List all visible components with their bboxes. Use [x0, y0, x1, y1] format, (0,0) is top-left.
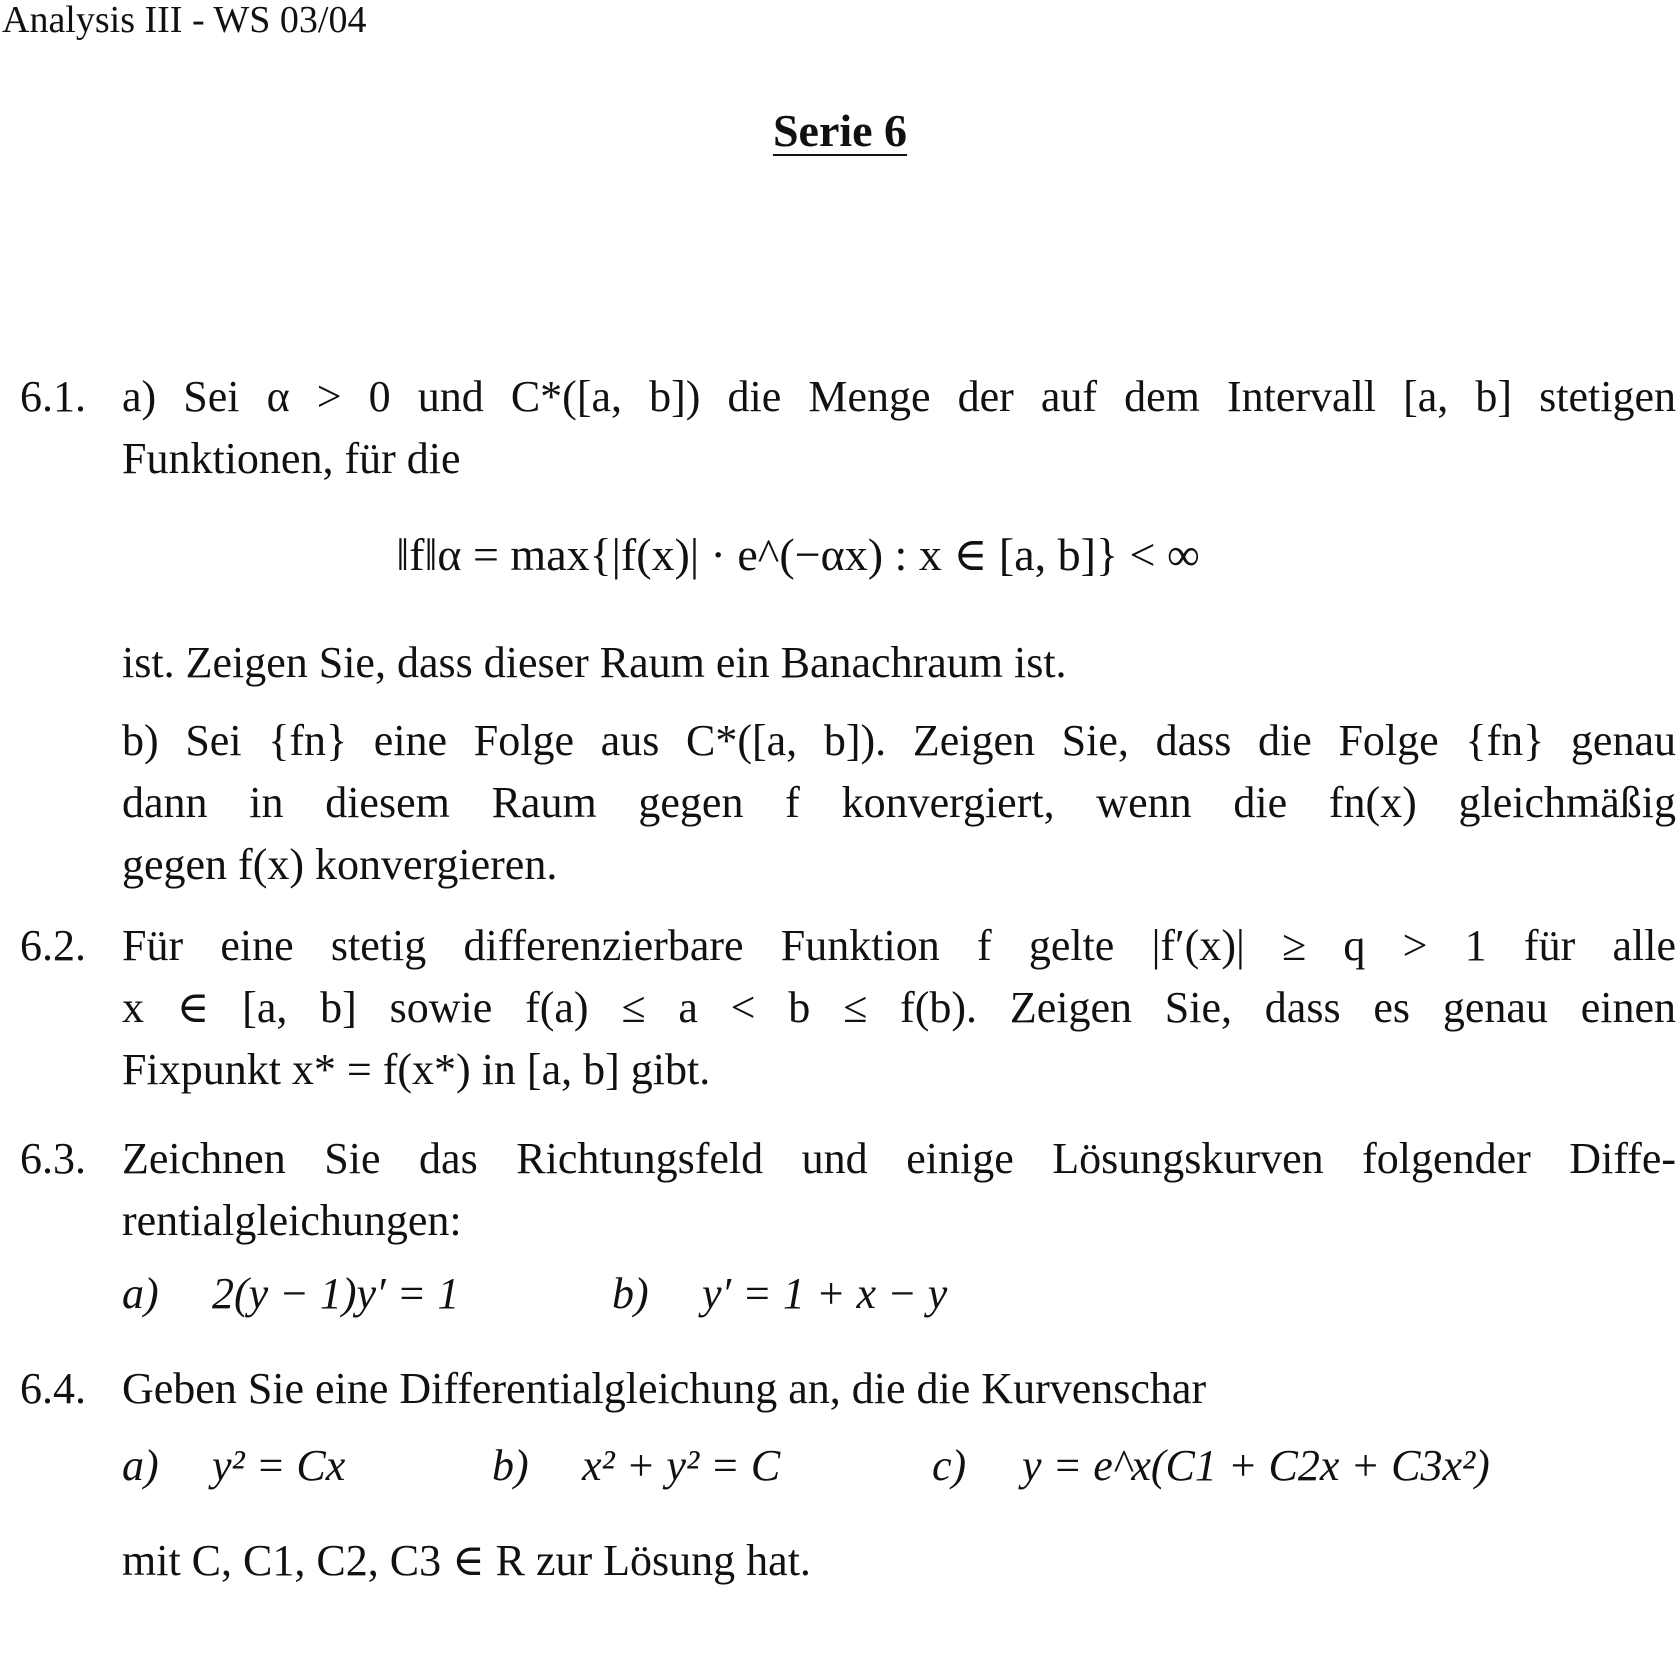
text-line: Fixpunkt x* = f(x*) in [a, b] gibt.	[122, 1045, 711, 1094]
text-line: dann in diesem Raum gegen f konvergiert, wenn die fn(x) gleichmäßig	[122, 778, 1676, 827]
text-line: Zeichnen Sie das Richtungsfeld und einige Lösungskurven folgender Diffe-	[122, 1134, 1676, 1183]
text-line: mit C, C1, C2, C3 ∈ R zur Lösung hat.	[122, 1536, 811, 1585]
equation-label: a)	[122, 1441, 159, 1490]
equation-label: a)	[122, 1269, 159, 1318]
equation-a: y² = Cx	[212, 1441, 346, 1490]
equation-row	[122, 1440, 1490, 1491]
course-header: Analysis III - WS 03/04	[2, 0, 367, 41]
text-line: a) Sei α > 0 und C*([a, b]) die Menge der auf dem Intervall [a, b] stetigen	[122, 372, 1676, 421]
text-line: rentialgleichungen:	[122, 1196, 462, 1245]
equation-b: x² + y² = C	[582, 1441, 781, 1490]
equation-label: b)	[612, 1269, 649, 1318]
page-title: Serie 6	[772, 105, 908, 156]
equation-c: y = e^x(C1 + C2x + C3x²)	[1022, 1441, 1490, 1490]
text-line: b) Sei {fn} eine Folge aus C*([a, b]). Zeigen Sie, dass die Folge {fn} genau	[122, 716, 1676, 765]
equation-label: c)	[932, 1441, 967, 1490]
text-line: Geben Sie eine Differentialgleichung an, die die Kurvenschar	[122, 1364, 1207, 1413]
norm-formula: ‖f‖α = max{|f(x)| · e^(−αx) : x ∈ [a, b]} < ∞	[396, 529, 1200, 580]
equation-b: y′ = 1 + x − y	[702, 1269, 948, 1318]
text-line: gegen f(x) konvergieren.	[122, 840, 558, 889]
text-line: x ∈ [a, b] sowie f(a) ≤ a < b ≤ f(b). Zeigen Sie, dass es genau einen	[122, 983, 1676, 1032]
text-line: ist. Zeigen Sie, dass dieser Raum ein Banachraum ist.	[122, 638, 1067, 687]
text-line: Für eine stetig differenzierbare Funktion f gelte |f′(x)| ≥ q > 1 für alle	[122, 921, 1676, 970]
equation-row	[122, 1268, 947, 1319]
equation-a: 2(y − 1)y′ = 1	[212, 1269, 460, 1318]
problem-number: 6.3.	[20, 1134, 86, 1183]
equation-label: b)	[492, 1441, 529, 1490]
problem-number: 6.4.	[20, 1364, 86, 1413]
problem-number: 6.2.	[20, 921, 86, 970]
text-line: Funktionen, für die	[122, 434, 461, 483]
problem-number: 6.1.	[20, 372, 86, 421]
